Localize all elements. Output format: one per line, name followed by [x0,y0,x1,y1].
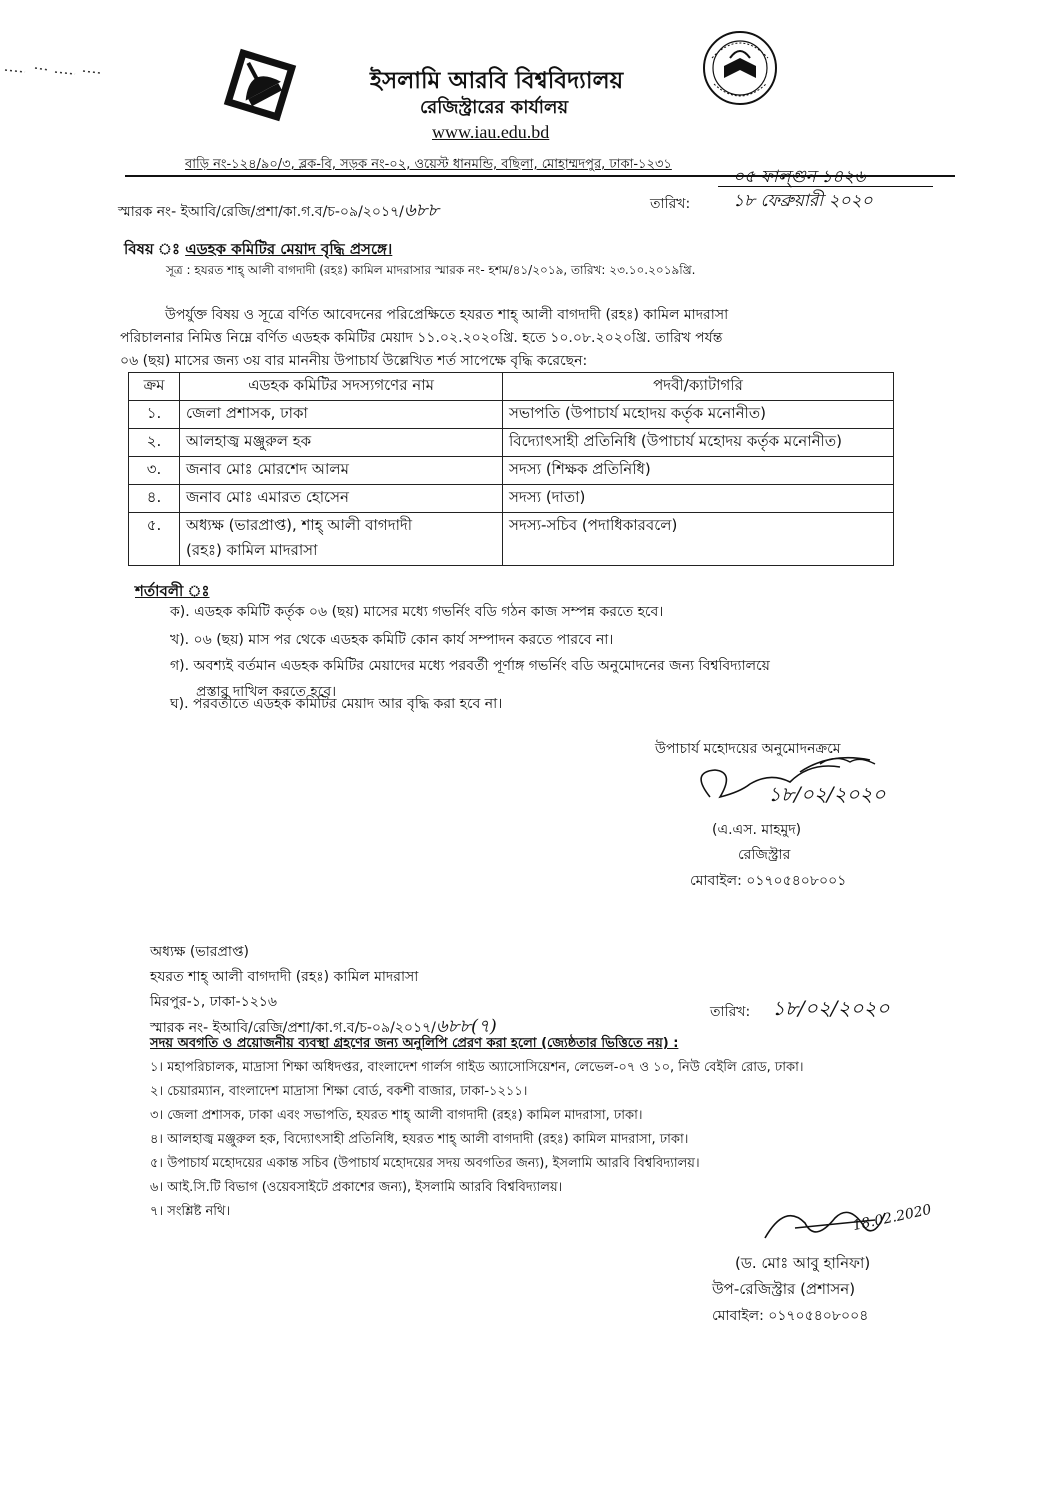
condition-item: গ). অবশ্যই বর্তমান এডহক কমিটির মেয়াদের মধ্যে পরবর্তী পূর্ণাঙ্গ গভর্নিং বডি অনুমোদনের জন্য বিশ্ববিদ্যালয়ে [170,658,770,674]
row-name: আলহাজ্ব মঞ্জুরুল হক [180,429,503,457]
memo-ref-prefix: স্মারক নং- ইআবি/রেজি/প্রশা/কা.গ.ব/চ-০৯/২০১৭/ [118,204,404,220]
table-row [129,429,894,457]
row-serial: ৫. [129,513,180,566]
row-role: সদস্য (শিক্ষক প্রতিনিধি) [503,457,894,485]
body-line-3: ০৬ (ছয়) মাসের জন্য ৩য় বার মাননীয় উপাচার্য উল্লেখিত শর্ত সাপেক্ষে বৃদ্ধি করেছেন: [120,353,588,369]
copy-item: ৩। জেলা প্রশাসক, ঢাকা এবং সভাপতি, হযরত শাহ্ আলী বাগদাদী (রহঃ) কামিল মাদরাসা, ঢাকা। [150,1108,643,1123]
row-role: সদস্য (দাতা) [503,485,894,513]
deputy-registrar-designation: উপ-রেজিস্ট্রার (প্রশাসন) [712,1280,856,1298]
university-name: ইসলামি আরবি বিশ্ববিদ্যালয় [370,68,624,94]
copy-heading: সদয় অবগতি ও প্রয়োজনীয় ব্যবস্থা গ্রহণের জন্য অনুলিপি প্রেরণ করা হলো (জ্যেষ্ঠতার ভিত্তিতে নয়) : [150,1036,679,1051]
subject-label: বিষয় ঃ [124,240,180,258]
website-link[interactable]: www.iau.edu.bd [432,122,550,142]
copy-item: ৬। আই.সি.টি বিভাগ (ওয়েবসাইটে প্রকাশের জন্য), ইসলামি আরবি বিশ্ববিদ্যালয়। [150,1180,563,1195]
copy-item: ১। মহাপরিচালক, মাদ্রাসা শিক্ষা অধিদপ্তর, বাংলাদেশ গার্লস গাইড অ্যাসোসিয়েশন, লেভেল-০৭ ও ১০, নিউ বেইলি রোড, ঢাকা। [150,1060,804,1075]
recipient-line-1: অধ্যক্ষ (ভারপ্রাপ্ত) [150,944,249,960]
subject-text: এডহক কমিটির মেয়াদ বৃদ্ধি প্রসঙ্গে। [185,240,393,258]
row-name-cell [180,513,503,566]
row-serial: ৩. [129,457,180,485]
table-row [129,457,894,485]
subject-line [124,238,392,263]
subject-source: সূত্র : হযরত শাহ্ আলী বাগদাদী (রহঃ) কামিল মাদরাসার স্মারক নং- হশম/৪১/২০১৯, তারিখ: ২৩.১০.২০১৯খ্রি. [166,263,696,277]
header-name: এডহক কমিটির সদস্যগণের নাম [180,373,503,401]
registrar-sign-date: ১৮/০২/২০২০ [768,782,886,806]
condition-item: ঘ). পরবর্তীতে এডহক কমিটির মেয়াদ আর বৃদ্ধি করা হবে না। [170,696,503,712]
conditions-title: শর্তাবলী ঃ [135,582,210,600]
header-serial: ক্রম [129,373,180,401]
row-name: অধ্যক্ষ (ভারপ্রাপ্ত), শাহ্ আলী বাগদাদী [186,516,413,534]
table-row [129,485,894,513]
row-name-continued: (রহঃ) কামিল মাদরাসা [186,541,318,559]
memo-date-bangla: ০৫ ফাল্গুন ১৪২৬ [733,167,866,187]
row-serial: ৪. [129,485,180,513]
copy-item: ৫। উপাচার্য মহোদয়ের একান্ত সচিব (উপাচার্য মহোদয়ের সদয় অবগতির জন্য), ইসলামি আরবি বিশ্ববিদ্যালয়। [150,1156,700,1171]
memo2-date-label: তারিখ: [710,1004,751,1020]
header-role: পদবী/ক্যাটাগরি [503,373,894,401]
recipient-line-3: মিরপুর-১, ঢাকা-১২১৬ [150,994,277,1010]
memo-date-label: তারিখ: [650,196,691,212]
committee-table [128,372,894,566]
body-line-2: পরিচালনার নিমিত্ত নিম্নে বর্ণিত এডহক কমিটির মেয়াদ ১১.০২.২০২০খ্রি. হতে ১০.০৮.২০২০খ্রি. তারিখ পর্যন্ত [120,330,723,346]
memo-date-gregorian: ১৮ ফেব্রুয়ারী ২০২০ [733,191,873,211]
table-header-row [129,373,894,401]
row-serial: ১. [129,401,180,429]
row-name: জেলা প্রশাসক, ঢাকা [180,401,503,429]
memo2-ref-number: ৬৮৮(৭) [435,1016,497,1037]
registrar-name: (এ.এস. মাহমুদ) [712,822,802,838]
address: বাড়ি নং-১২৪/৯০/৩, ব্লক-বি, সড়ক নং-০২, ওয়েস্ট ধানমন্ডি, বছিলা, মোহাম্মদপুর, ঢাকা-১২৩১ [185,157,672,172]
body-line-1: উপর্যুক্ত বিষয় ও সূত্রে বর্ণিত আবেদনের পরিপ্রেক্ষিতে হযরত শাহ্ আলী বাগদাদী (রহঃ) কামিল মাদরাসা [165,307,729,323]
row-name: জনাব মোঃ এমারত হোসেন [180,485,503,513]
approval-note: উপাচার্য মহোদয়ের অনুমোদনক্রমে [655,741,841,757]
scan-artifact [5,62,125,82]
university-logo [215,40,305,130]
memo-ref-number: ৬৮৮ [403,200,439,221]
memo2-ref-prefix: স্মারক নং- ইআবি/রেজি/প্রশা/কা.গ.ব/চ-০৯/২০১৭/ [150,1020,436,1036]
registrar-designation: রেজিস্ট্রার [738,847,791,863]
condition-item: খ). ০৬ (ছয়) মাস পর থেকে এডহক কমিটি কোন কার্য সম্পাদন করতে পারবে না। [170,632,614,648]
memo2-date: ১৮/০২/২০২০ [772,996,890,1020]
table-row [129,513,894,566]
recipient-line-2: হযরত শাহ্ আলী বাগদাদী (রহঃ) কামিল মাদরাসা [150,969,419,985]
deputy-registrar-mobile: মোবাইল: ০১৭০৫৪০৮০০৪ [712,1308,869,1324]
university-seal [700,28,780,108]
deputy-sign-date: 18.02.2020 [851,1201,933,1235]
copy-item: ৪। আলহাজ্ব মঞ্জুরুল হক, বিদ্যোৎসাহী প্রতিনিধি, হযরত শাহ্ আলী বাগদাদী (রহঃ) কামিল মাদরাসা, ঢাকা। [150,1132,689,1147]
table-row [129,401,894,429]
row-name: জনাব মোঃ মোরশেদ আলম [180,457,503,485]
memo-reference [118,196,439,227]
copy-item: ২। চেয়ারম্যান, বাংলাদেশ মাদ্রাসা শিক্ষা বোর্ড, বকশী বাজার, ঢাকা-১২১১। [150,1084,528,1099]
deputy-registrar-name: (ড. মোঃ আবু হানিফা) [735,1254,871,1272]
office-name: রেজিস্ট্রারের কার্যালয় [420,97,569,118]
date-divider [718,186,933,187]
row-role: সভাপতি (উপাচার্য মহোদয় কর্তৃক মনোনীত) [503,401,894,429]
condition-item-continued: প্রস্তাব দাখিল করতে হবে। [196,684,337,700]
registrar-mobile: মোবাইল: ০১৭০৫৪০৮০০১ [690,873,847,889]
condition-item: ক). এডহক কমিটি কর্তৃক ০৬ (ছয়) মাসের মধ্যে গভর্নিং বডি গঠন কাজ সম্পন্ন করতে হবে। [170,604,664,620]
row-role: বিদ্যোৎসাহী প্রতিনিধি (উপাচার্য মহোদয় কর্তৃক মনোনীত) [503,429,894,457]
copy-item: ৭। সংশ্লিষ্ট নথি। [150,1204,231,1219]
row-role: সদস্য-সচিব (পদাধিকারবলে) [503,513,894,566]
row-serial: ২. [129,429,180,457]
